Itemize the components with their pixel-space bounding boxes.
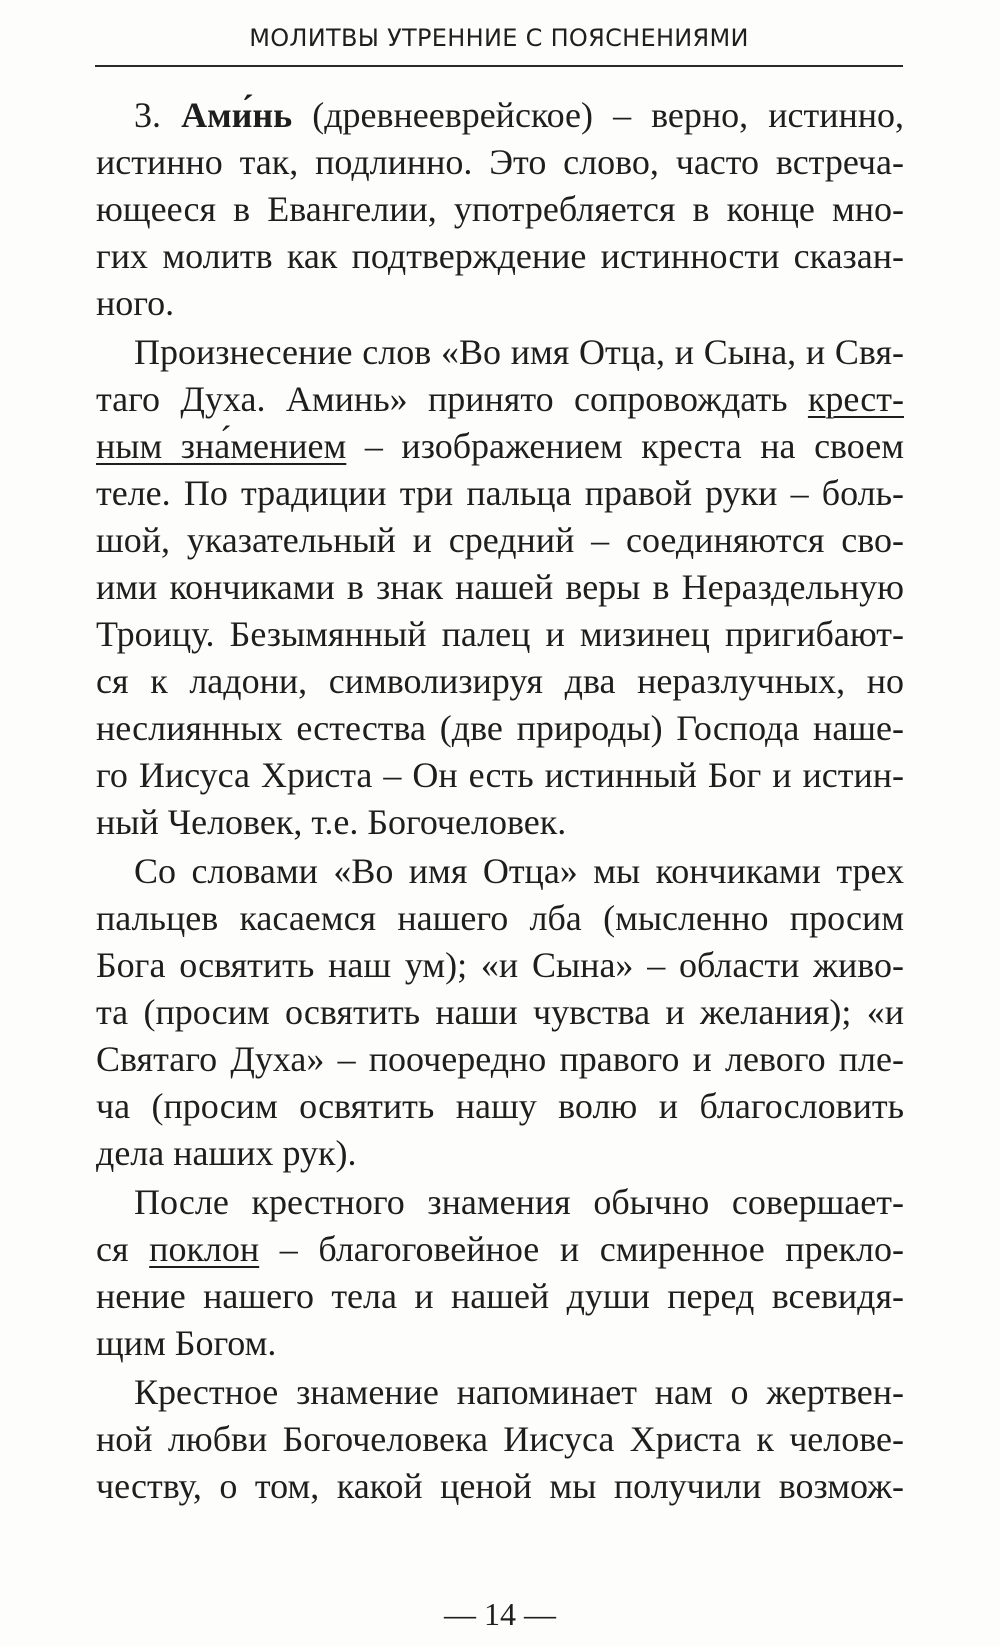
text-line: истинно так, подлинно. Это слово, часто встреча- <box>96 142 904 182</box>
line-text: (древнееврейское) – верно, истинно, <box>312 95 905 135</box>
text-line: После крестного знамения обычно совершает- <box>134 1182 904 1222</box>
line-text: – изображением креста на своем <box>364 426 905 466</box>
text-line: шой, указательный и средний – соединяются сво- <box>96 520 904 560</box>
text-line: гих молитв как подтверждение истинности сказан- <box>96 236 904 276</box>
text-line: та (просим освятить наши чувства и желания); «и <box>96 992 904 1032</box>
page-number: — 14 — <box>444 1596 556 1632</box>
text-line: ной любви Богочеловека Иисуса Христа к челове- <box>96 1419 904 1459</box>
body-text <box>96 92 904 1510</box>
text-line: Бога освятить наш ум); «и Сына» – области живо- <box>96 945 904 985</box>
term-sign-of-cross-part1: крест- <box>807 379 904 419</box>
paragraph-bow <box>96 1179 904 1367</box>
line-text: таго Духа. Аминь» принято сопровождать <box>96 379 788 419</box>
text-line: ся к ладони, символизируя два неразлучных, но <box>96 661 904 701</box>
paragraph-sign-of-cross <box>96 329 904 846</box>
text-line: Крестное знамение напоминает нам о жертвен- <box>134 1372 904 1412</box>
text-line: пальцев касаемся нашего лба (мысленно просим <box>96 898 904 938</box>
text-line <box>96 92 904 139</box>
text-line <box>96 1226 904 1273</box>
text-line: теле. По традиции три пальца правой руки – боль- <box>96 473 904 513</box>
term-bow: поклон <box>149 1229 260 1269</box>
text-line: щим Богом. <box>96 1323 277 1363</box>
header-rule <box>95 65 903 67</box>
paragraph-crossing-explained <box>96 848 904 1177</box>
paragraph-amen <box>96 92 904 327</box>
line-text: ся <box>96 1229 129 1269</box>
term-sign-of-cross-part2: ным зна́мением <box>96 426 347 466</box>
text-line <box>96 376 904 423</box>
text-line: ими кончиками в знак нашей веры в Нераздельную <box>96 567 904 607</box>
line-text: – благоговейное и смиренное прекло- <box>279 1229 904 1269</box>
text-line: ющееся в Евангелии, употребляется в конце мно- <box>96 189 904 229</box>
text-line: дела наших рук). <box>96 1133 357 1173</box>
text-line <box>96 423 904 470</box>
text-line: го Иисуса Христа – Он есть истинный Бог и истин- <box>96 755 904 795</box>
text-line: Произнесение слов «Во имя Отца, и Сына, и Свя- <box>134 332 904 372</box>
text-line: Со словами «Во имя Отца» мы кончиками трех <box>134 851 904 891</box>
running-title: МОЛИТВЫ УТРЕННИЕ С ПОЯСНЕНИЯМИ <box>249 24 749 52</box>
text-line: ча (просим освятить нашу волю и благословить <box>96 1086 904 1126</box>
text-line: нение нашего тела и нашей души перед всевидя- <box>96 1276 904 1316</box>
item-number: 3. <box>134 95 161 135</box>
text-line: ного. <box>96 283 175 323</box>
text-line: Святаго Духа» – поочередно правого и левого пле- <box>96 1039 904 1079</box>
paragraph-sacrificial-love <box>96 1369 904 1510</box>
text-line: ный Человек, т.е. Богочеловек. <box>96 802 567 842</box>
text-line: честву, о том, какой ценой мы получили возмож- <box>96 1466 904 1506</box>
text-line: Троицу. Безымянный палец и мизинец пригибают- <box>96 614 904 654</box>
term-amen: Ами́нь <box>181 95 293 135</box>
text-line: неслиянных естества (две природы) Господа наше- <box>96 708 904 748</box>
